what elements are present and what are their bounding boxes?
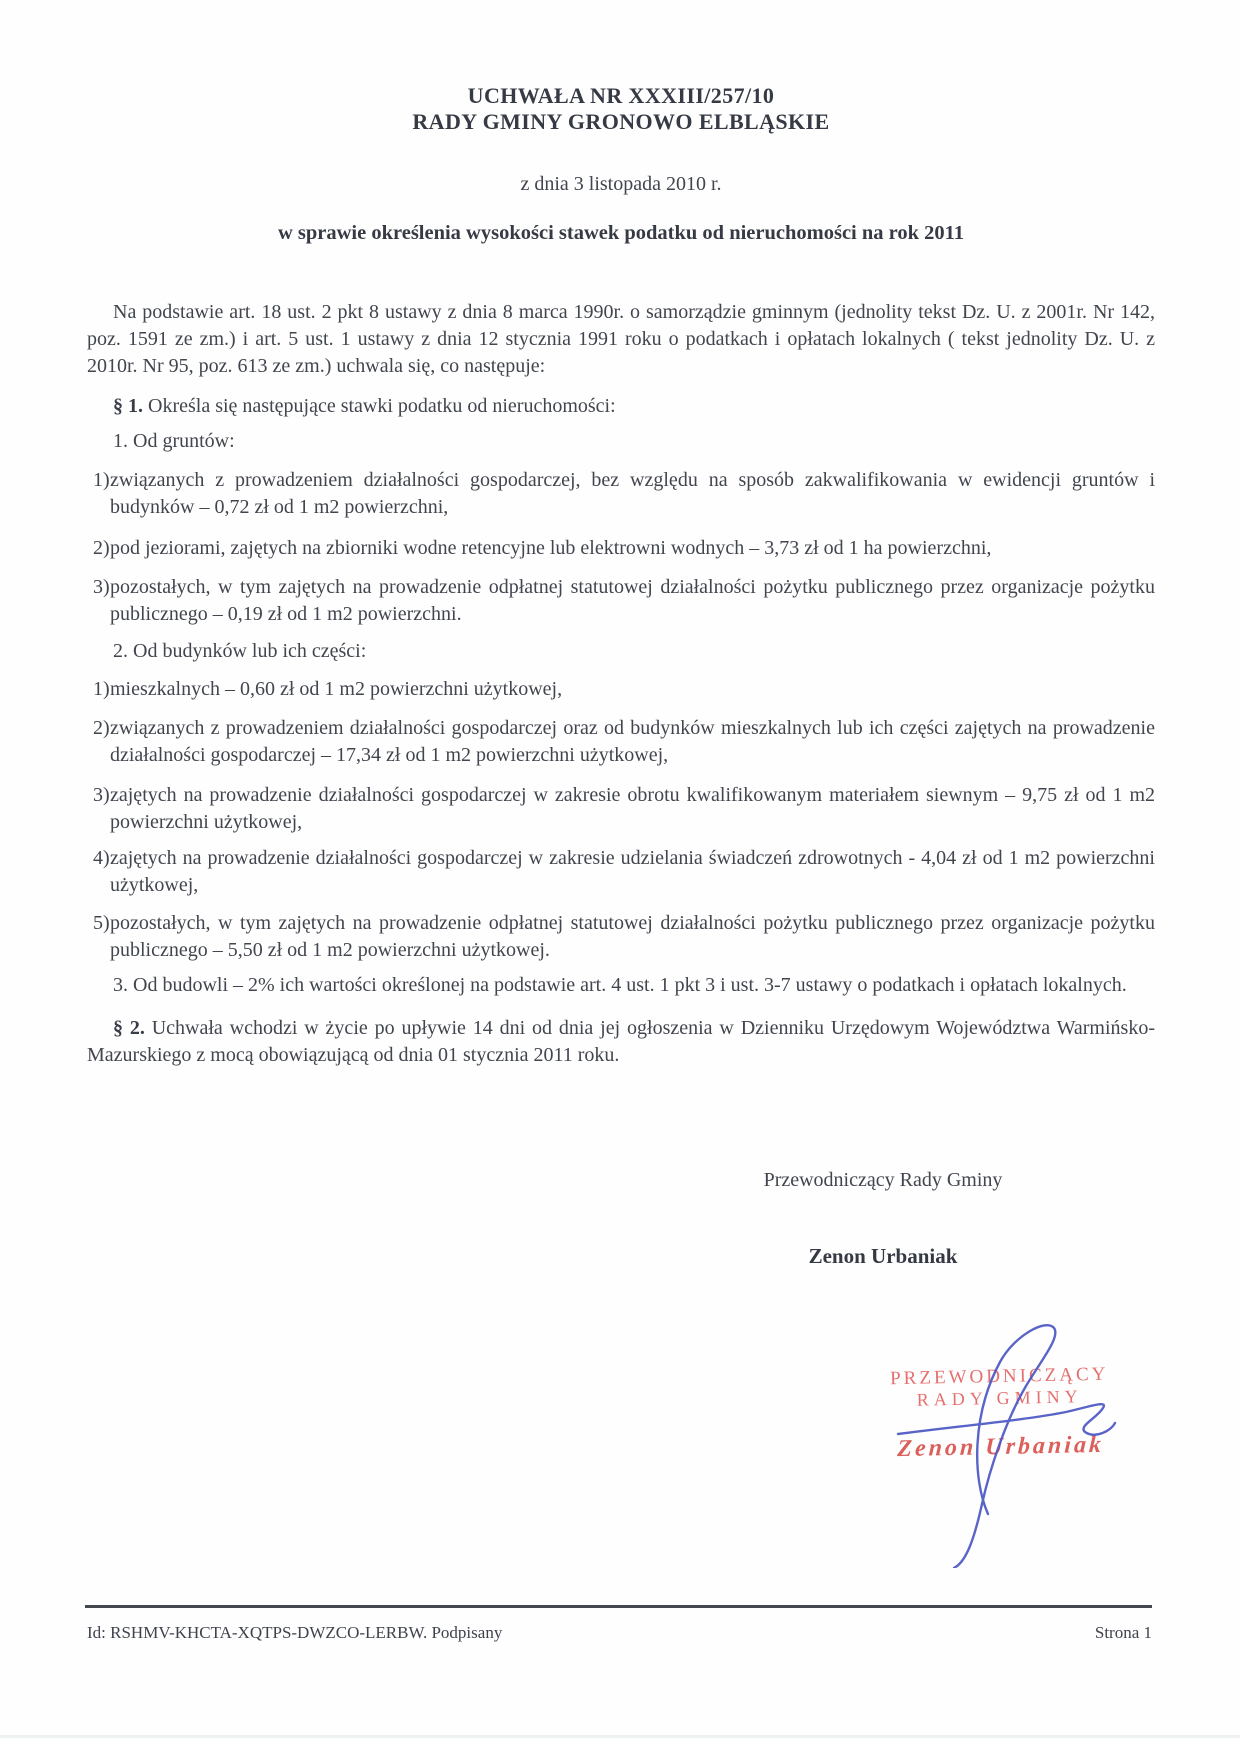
item-marker: 5) [93,912,110,934]
buildings-item-4 [87,845,1155,899]
item-marker: 2) [93,537,110,559]
grounds-item-2 [87,535,1155,562]
section-1 [87,393,1155,420]
section-2-text: Uchwała wchodzi w życie po upływie 14 dni od dnia jej ogłoszenia w Dzienniku Urzędowym Województwa Warmińsko-Mazurskiego z mocą obowiązującą od dnia 01 stycznia 2011 roku. [87,1017,1155,1066]
signatory-name: Zenon Urbaniak [808,1244,958,1268]
grounds-item-3 [87,574,1155,628]
buildings-item-2 [87,715,1155,769]
item-marker: 3) [93,784,110,806]
page-footer [87,1622,1152,1644]
item-text: pozostałych, w tym zajętych na prowadzenie odpłatnej statutowej działalności pożytku publicznego przez organizacje pożytku publicznego – 0,19 zł od 1 m2 powierzchni. [110,576,1155,625]
buildings-item-3 [87,782,1155,836]
grounds-heading: 1. Od gruntów: [113,430,235,452]
page-number: Strona 1 [1094,1623,1152,1642]
item-marker: 4) [93,847,110,869]
stamp-name: Zenon Urbaniak [896,1431,1105,1463]
handwritten-signature-icon [868,1318,1118,1568]
resolution-number: UCHWAŁA NR XXXIII/257/10 [467,83,775,108]
buildings-heading: 2. Od budynków lub ich części: [113,640,367,662]
item-text: pod jeziorami, zajętych na zbiorniki wodne retencyjne lub elektrowni wodnych – 3,73 zł od 1 ha powierzchni, [110,537,992,559]
document-header [87,0,1155,135]
grounds-item-1 [87,467,1155,521]
structures-paragraph: 3. Od budowli – 2% ich wartości określonej na podstawie art. 4 ust. 1 pkt 3 i ust. 3-7 ustawy o podatkach i opłatach lokalnych. [113,974,1127,996]
section-1-marker: § 1. [113,395,143,417]
item-marker: 3) [93,576,110,598]
buildings-item-1 [87,676,1155,703]
resolution-subject: w sprawie określenia wysokości stawek podatku od nieruchomości na rok 2011 [277,222,965,244]
item-marker: 2) [93,717,110,739]
stamp-role-line1: PRZEWODNICZĄCY [889,1363,1109,1390]
buildings-item-5 [87,910,1155,964]
section-1-text: Określa się następujące stawki podatku od nieruchomości: [148,395,616,417]
resolution-date: z dnia 3 listopada 2010 r. [520,173,722,195]
item-marker: 1) [93,469,110,491]
issuing-body: RADY GMINY GRONOWO ELBLĄSKIE [412,109,830,134]
item-text: zajętych na prowadzenie działalności gospodarczej w zakresie obrotu kwalifikowanym materiałem siewnym – 9,75 zł od 1 m2 powierzchni użytkowej, [110,784,1155,833]
item-marker: 1) [93,678,110,700]
item-text: związanych z prowadzeniem działalności gospodarczej, bez względu na sposób zakwalifikowania w ewidencji gruntów i budynków – 0,72 zł od 1 m2 powierzchni, [110,469,1155,518]
legal-basis-paragraph: Na podstawie art. 18 ust. 2 pkt 8 ustawy z dnia 8 marca 1990r. o samorządzie gminnym (jednolity tekst Dz. U. z 2001r. Nr 142, poz. 1591 ze zm.) i art. 5 ust. 1 ustawy z dnia 12 stycznia 1991 roku o podatkach i opłatach lokalnych ( tekst jednolity Dz. U. z 2010r. Nr 95, poz. 613 ze zm.) uchwala się, co następuje: [87,301,1155,377]
signature-block [683,1167,1083,1270]
signatory-role: Przewodniczący Rady Gminy [763,1169,1003,1191]
section-2 [87,1015,1155,1069]
item-text: mieszkalnych – 0,60 zł od 1 m2 powierzchni użytkowej, [110,678,563,700]
item-text: zajętych na prowadzenie działalności gospodarczej w zakresie udzielania świadczeń zdrowotnych - 4,04 zł od 1 m2 powierzchni użytkowej, [110,847,1155,896]
section-2-marker: § 2. [113,1017,145,1039]
stamp-role-line2: RADY GMINY [916,1386,1083,1410]
document-id: Id: RSHMV-KHCTA-XQTPS-DWZCO-LERBW. Podpisany [87,1623,503,1642]
item-text: związanych z prowadzeniem działalności gospodarczej oraz od budynków mieszkalnych lub ich części zajętych na prowadzenie działalności gospodarczej – 17,34 zł od 1 m2 powierzchni użytkowej, [110,717,1155,766]
footer-divider [85,1605,1152,1608]
item-text: pozostałych, w tym zajętych na prowadzenie odpłatnej statutowej działalności pożytku publicznego przez organizacje pożytku publicznego – 5,50 zł od 1 m2 powierzchni użytkowej. [110,912,1155,961]
